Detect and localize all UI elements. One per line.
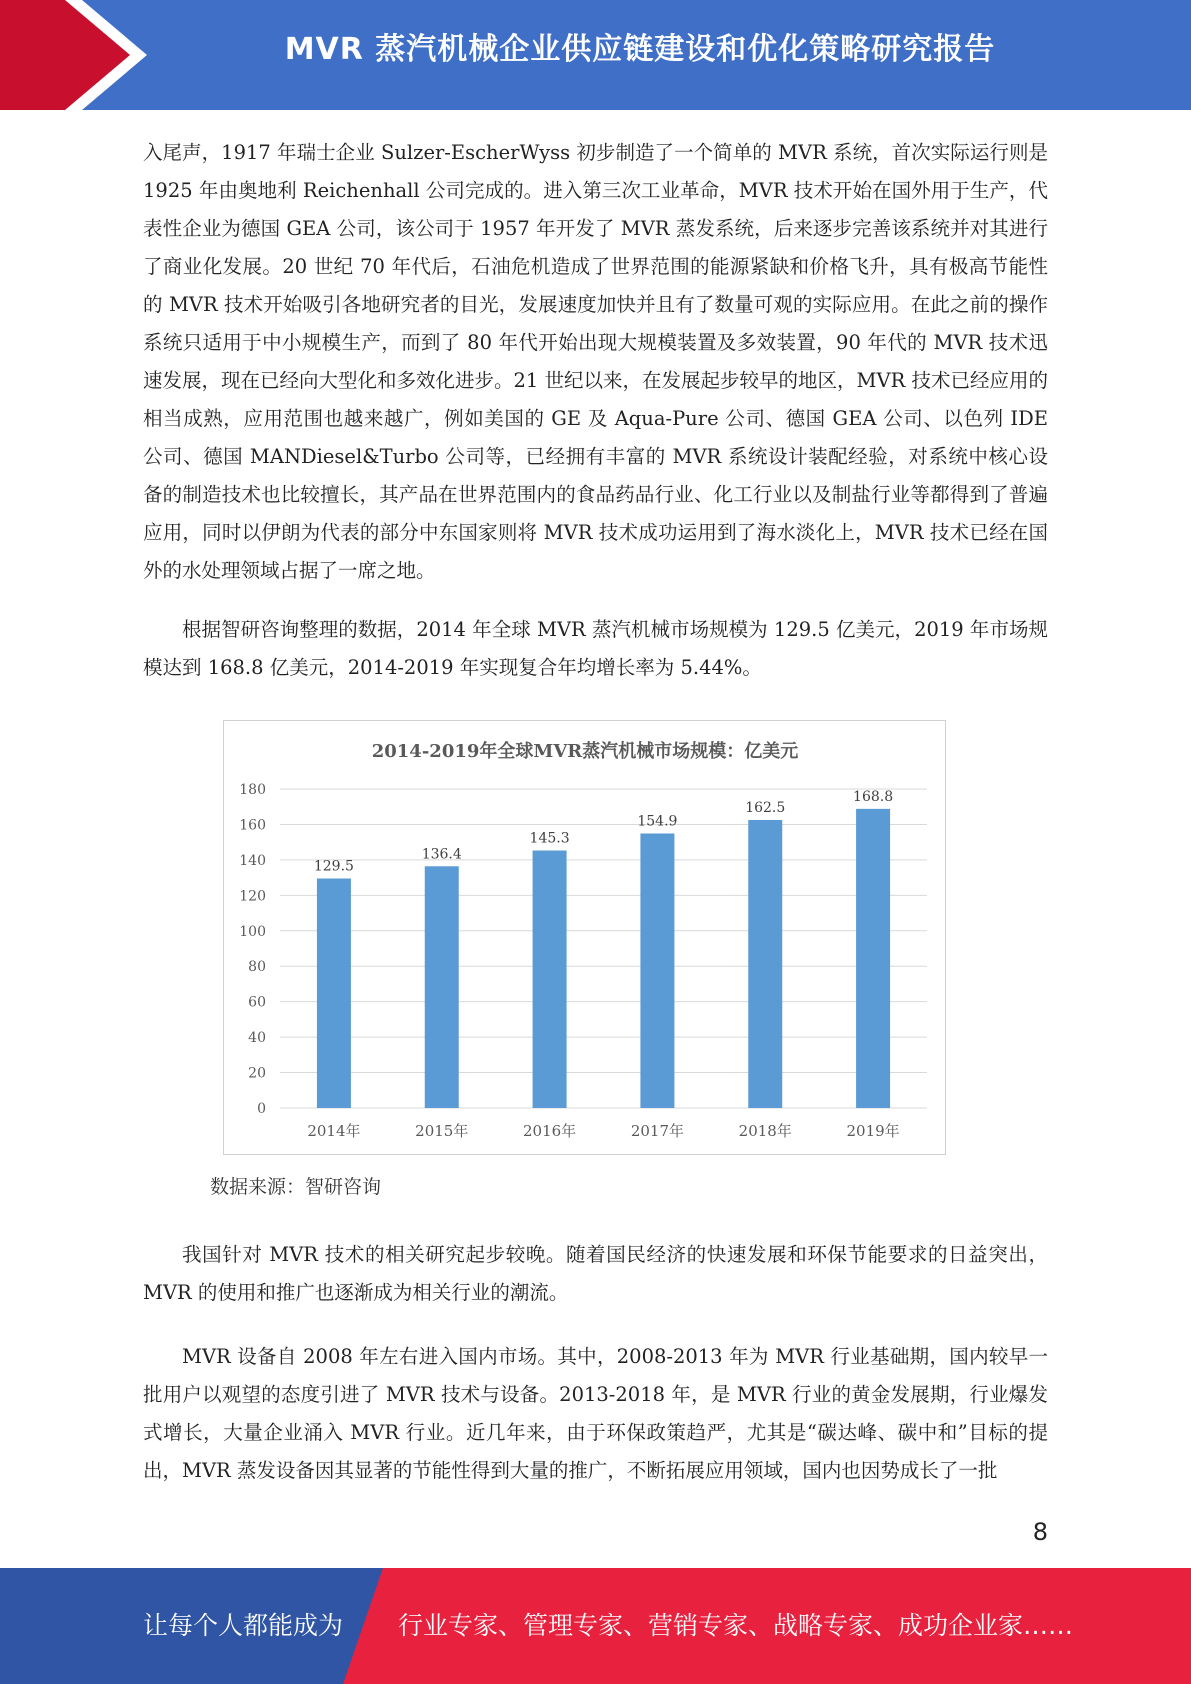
bar-value-label: 136.4: [421, 846, 462, 863]
bar-value-label: 145.3: [529, 830, 570, 847]
y-tick-label: 40: [248, 1030, 266, 1047]
x-category-label: 2018年: [738, 1122, 792, 1140]
y-tick-label: 120: [239, 888, 266, 905]
chart-canvas: [224, 721, 947, 1156]
data-source-note: 数据来源：智研咨询: [210, 1176, 382, 1198]
body-paragraph-1: 入尾声，1917 年瑞士企业 Sulzer-EscherWyss 初步制造了一个简单的 MVR 系统，首次实际运行则是 1925 年由奥地利 Reichenhall 公司完成的。进入第三次工业革命，MVR 技术开始在国外用于生产，代表性企业为德国 GEA 公司，该公司于 1957 年开发了 MVR 蒸发系统，后来逐步完善该系统并对其进行了商业化发展。20 世纪 70 年代后，石油危机造成了世界范围的能源紧缺和价格飞升，具有极高节能性的 MVR 技术开始吸引各地研究者的目光，发展速度加快并且有了数量可观的实际应用。在此之前的操作系统只适用于中小规模生产，而到了 80 年代开始出现大规模装置及多效装置，90 年代的 MVR 技术迅速发展，现在已经向大型化和多效化进步。21 世纪以来，在发展起步较早的地区，MVR 技术已经应用的相当成熟，应用范围也越来越广，例如美国的 GE 及 Aqua-Pure 公司、德国 GEA 公司、以色列 IDE 公司、德国 MANDiesel&Turbo 公司等，已经拥有丰富的 MVR 系统设计装配经验，对系统中核心设备的制造技术也比较擅长，其产品在世界范围内的食品药品行业、化工行业以及制盐行业等都得到了普遍应用，同时以伊朗为代表的部分中东国家则将 MVR 技术成功运用到了海水淡化上，MVR 技术已经在国外的水处理领域占据了一席之地。: [143, 141, 1048, 582]
y-tick-label: 80: [248, 959, 266, 976]
x-category-label: 2015年: [415, 1122, 469, 1140]
page-footer: [0, 1568, 1191, 1684]
x-category-label: 2016年: [522, 1122, 577, 1140]
x-category-label: 2014年: [307, 1122, 361, 1140]
y-tick-label: 180: [239, 782, 266, 798]
bar-value-label: 154.9: [637, 813, 678, 830]
market-size-chart: [223, 720, 946, 1155]
page-header: [0, 0, 1191, 110]
y-tick-label: 140: [239, 852, 266, 869]
y-tick-label: 100: [239, 923, 266, 940]
y-tick-label: 60: [248, 994, 266, 1011]
body-paragraph-2: 根据智研咨询整理的数据，2014 年全球 MVR 蒸汽机械市场规模为 129.5 亿美元，2019 年市场规模达到 168.8 亿美元，2014-2019 年实现复合年均增长率为 5.44%。: [143, 618, 1048, 679]
x-category-label: 2017年: [630, 1122, 685, 1140]
y-tick-label: 0: [257, 1101, 266, 1117]
footer-slogan-right: 行业专家、管理专家、营销专家、战略专家、成功企业家……: [398, 1611, 1074, 1640]
footer-slogan-left: 让每个人都能成为: [143, 1611, 344, 1640]
y-tick-label: 160: [239, 817, 266, 834]
chart-title: 2014-2019年全球MVR蒸汽机械市场规模：亿美元: [371, 741, 799, 762]
bar-2014年: [317, 878, 351, 1108]
bar-2018年: [748, 820, 782, 1108]
body-paragraph-4: MVR 设备自 2008 年左右进入国内市场。其中，2008-2013 年为 MVR 行业基础期，国内较早一批用户以观望的态度引进了 MVR 技术与设备。2013-2018 年，是 MVR 行业的黄金发展期，行业爆发式增长，大量企业涌入 MVR 行业。近几年来，由于环保政策趋严，尤其是“碳达峰、碳中和”目标的提出，MVR 蒸发设备因其显著的节能性得到大量的推广，不断拓展应用领域，国内也因势成长了一批: [143, 1345, 1048, 1482]
page-number: 8: [1032, 1518, 1048, 1546]
bar-value-label: 129.5: [313, 858, 354, 875]
bar-2019年: [856, 809, 890, 1108]
bar-2015年: [425, 866, 459, 1108]
body-paragraph-3: 我国针对 MVR 技术的相关研究起步较晚。随着国民经济的快速发展和环保节能要求的日益突出，MVR 的使用和推广也逐渐成为相关行业的潮流。: [143, 1243, 1048, 1304]
x-category-label: 2019年: [846, 1122, 900, 1140]
bar-value-label: 162.5: [745, 800, 786, 817]
report-title: MVR 蒸汽机械企业供应链建设和优化策略研究报告: [284, 32, 996, 67]
y-tick-label: 20: [248, 1065, 266, 1082]
bar-2016年: [533, 850, 567, 1108]
bar-2017年: [640, 833, 674, 1108]
bar-value-label: 168.8: [853, 788, 894, 805]
header-arrow-decoration: [0, 0, 200, 110]
